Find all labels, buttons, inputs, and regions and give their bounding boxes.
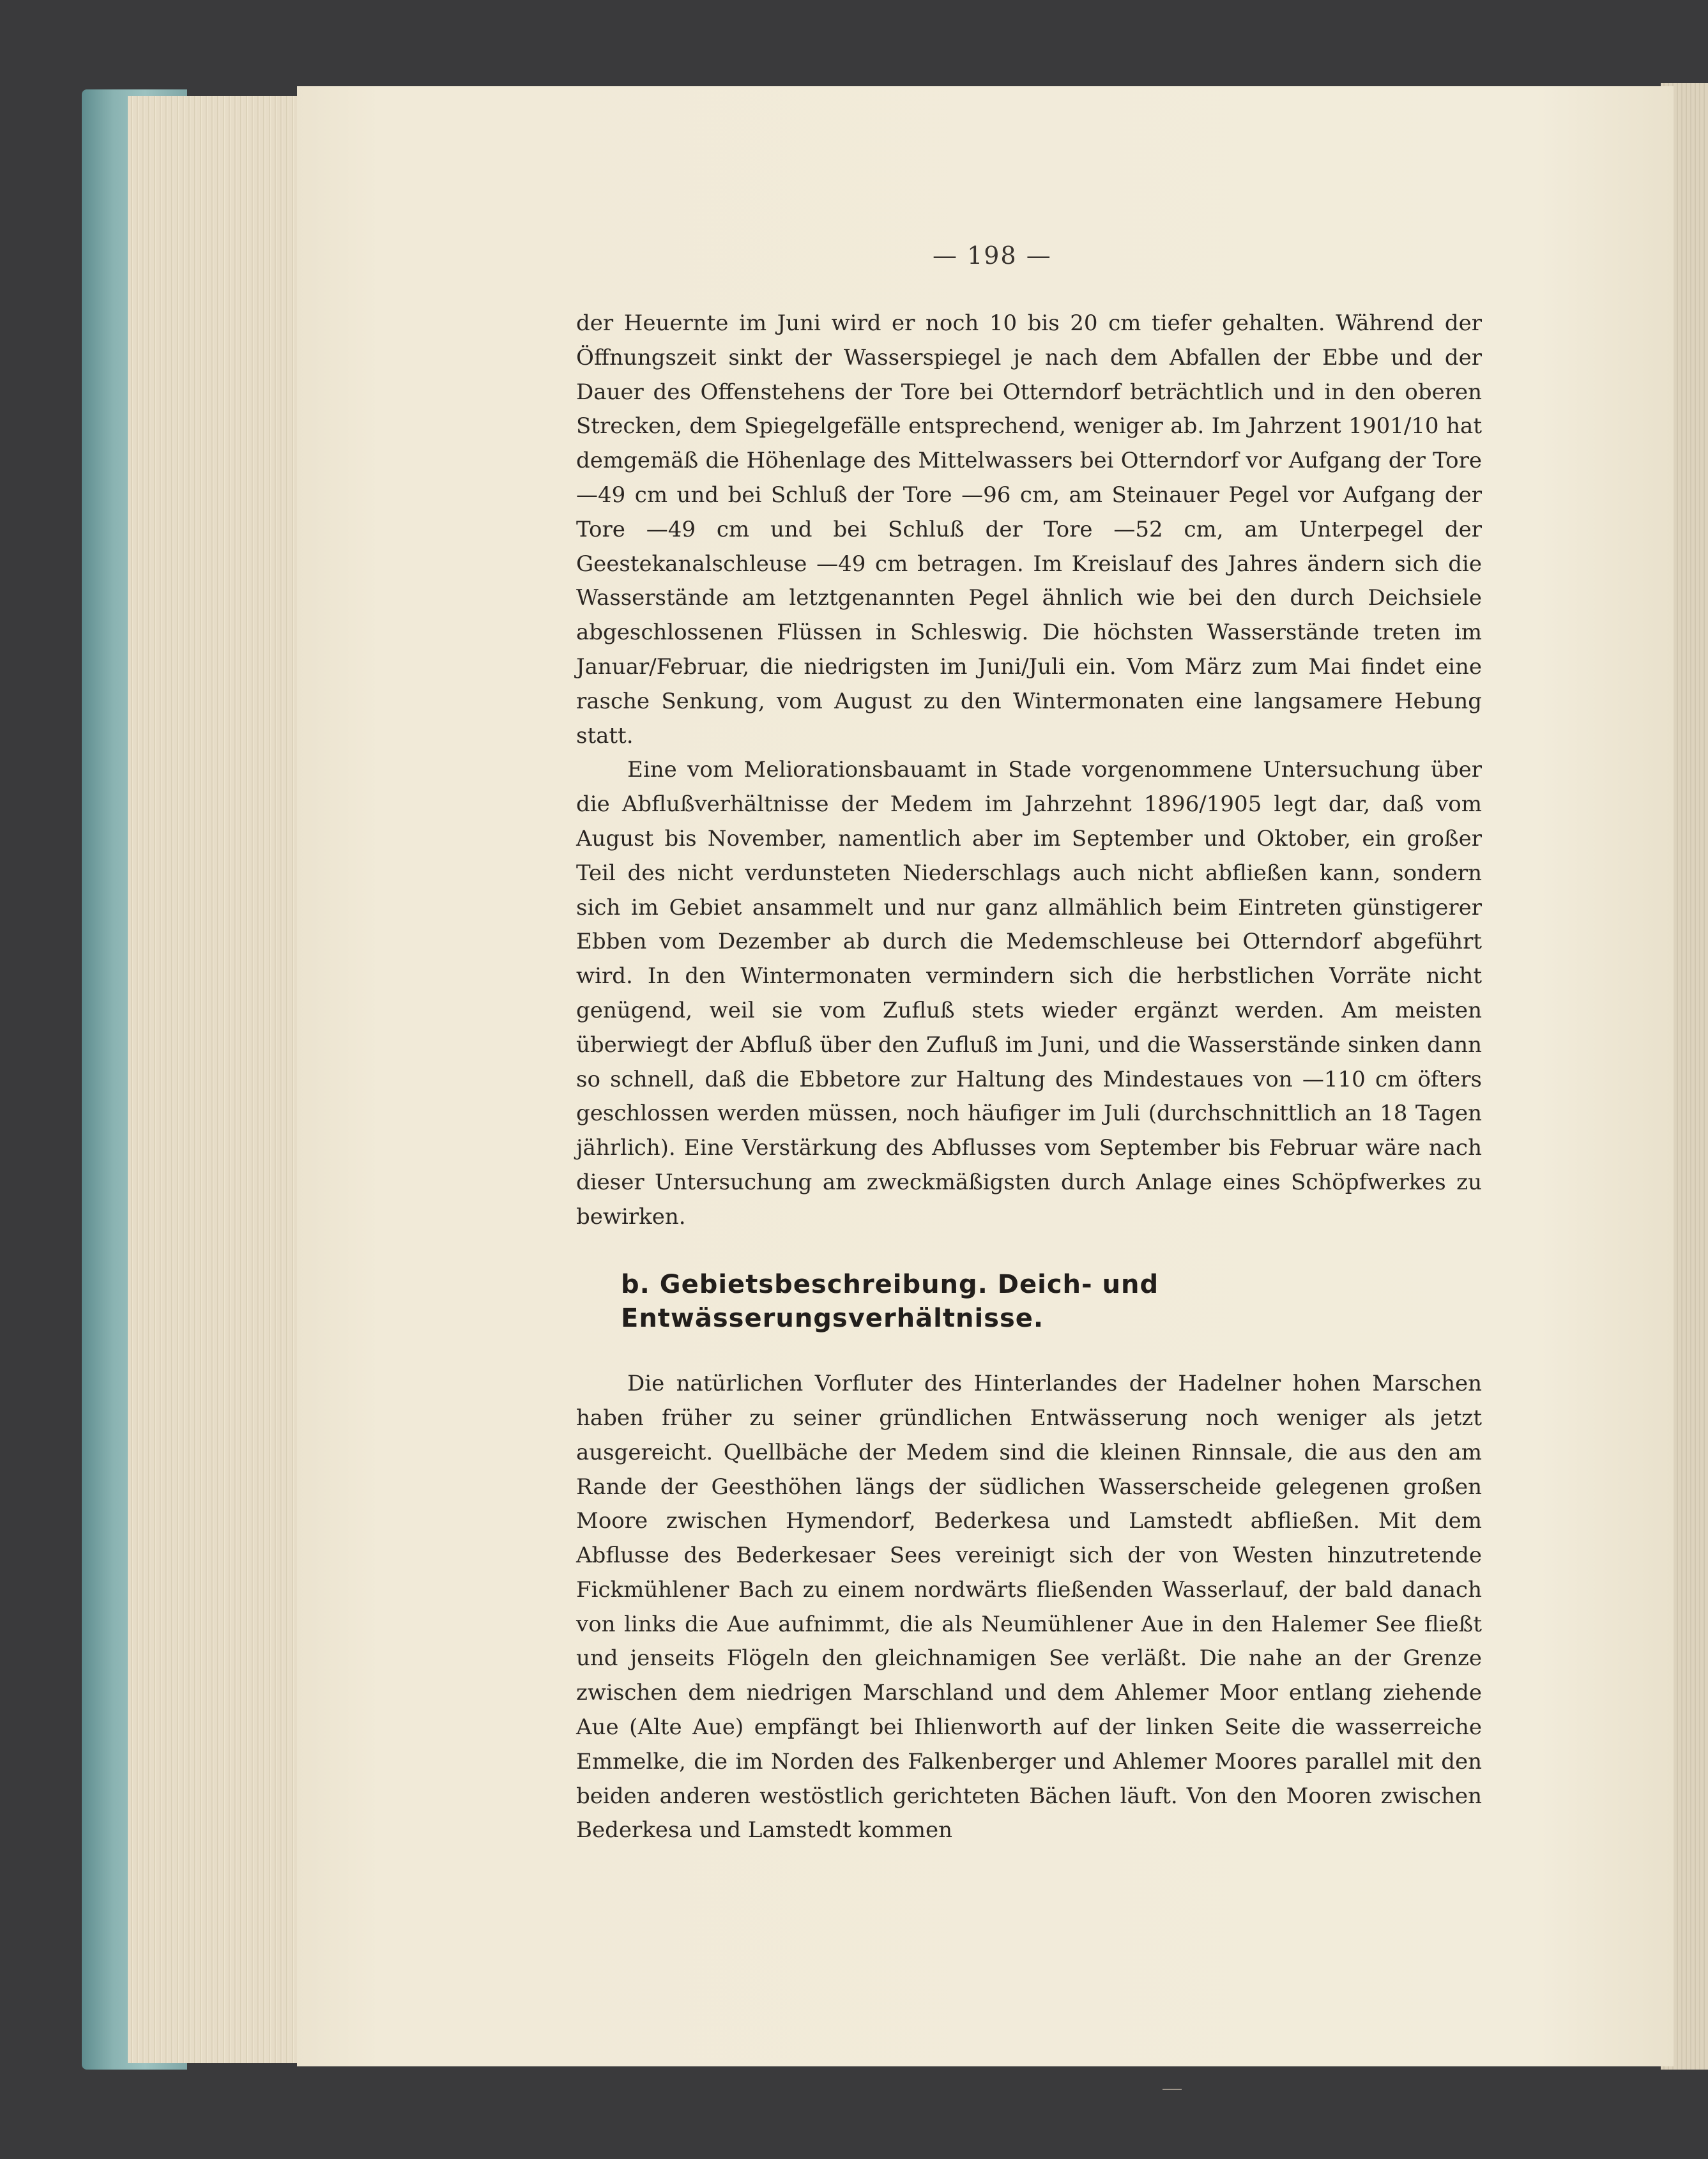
paragraph-medem-study: Eine vom Meliorationsbauamt in Stade vorgenommene Untersuchung über die Abflußverhältnisse der Medem im Jahrzehnt 1896/1905 legt dar, daß vom August bis November, namentlich aber im September und Oktober, ein großer Teil des nicht verdunsteten Niederschlags auch nicht abfließen kann, sondern sich im Gebiet ansammelt und nur ganz allmählich beim Eintreten günstigerer Ebben vom Dezember ab durch die Medemschleuse bei Otterndorf abgeführt wird. In den Wintermonaten vermindern sich die herbstlichen Vorräte nicht genügend, weil sie vom Zufluß stets wieder ergänzt werden. Am meisten überwiegt der Abfluß über den Zufluß im Juni, und die Wasserstände sinken dann so schnell, daß die Ebbetore zur Haltung des Mindestaues von —110 cm öfters geschlossen werden müssen, noch häufiger im Juli (durchschnittlich an 18 Tagen jährlich). Eine Verstärkung des Abflusses vom September bis Februar wäre nach dieser Untersuchung am zweckmäßigsten durch Anlage eines Schöpfwerkes zu bewirken. (576, 757, 1482, 1230)
bottom-rule (1163, 2089, 1182, 2090)
page-body (576, 307, 1482, 1848)
page-number: — 198 — (933, 241, 1052, 270)
page-stack-left (128, 96, 300, 2063)
paragraph-continuation: der Heuernte im Juni wird er noch 10 bis 20 cm tiefer gehalten. Während der Öffnungszeit sinkt der Wasserspiegel je nach dem Abfallen der Ebbe und der Dauer des Offenstehens der Tore bei Otterndorf beträchtlich und in den oberen Strecken, dem Spiegelgefälle entsprechend, weniger ab. Im Jahrzent 1901/10 hat demgemäß die Höhenlage des Mittelwassers bei Otterndorf vor Aufgang der Tore —49 cm und bei Schluß der Tore —96 cm, am Steinauer Pegel vor Aufgang der Tore —49 cm und bei Schluß der Tore —52 cm, am Unterpegel der Geestekanalschleuse —49 cm betragen. Im Kreislauf des Jahres ändern sich die Wasserstände am letztgenannten Pegel ähnlich wie bei den durch Deichsiele abgeschlossenen Flüssen in Schleswig. Die höchsten Wasserstände treten im Januar/Februar, die niedrigsten im Juni/Juli ein. Vom März zum Mai findet eine rasche Senkung, vom August zu den Wintermonaten eine langsamere Hebung statt. (576, 310, 1482, 749)
section-heading: b. Gebietsbeschreibung. Deich- und Entwässerungsverhältnisse. (621, 1269, 1159, 1334)
paragraph-vorfluter: Die natürlichen Vorfluter des Hinterlandes der Hadelner hohen Marschen haben früher zu seiner gründlichen Entwässerung noch weniger als jetzt ausgereicht. Quellbäche der Medem sind die kleinen Rinnsale, die aus den am Rande der Geesthöhen längs der südlichen Wasserscheide gelegenen großen Moore zwischen Hymendorf, Bederkesa und Lamstedt abfließen. Mit dem Abflusse des Bederkesaer Sees vereinigt sich der von Westen hinzutretende Fickmühlener Bach zu einem nordwärts fließenden Wasserlauf, der bald danach von links die Aue aufnimmt, die als Neumühlener Aue in den Halemer See fließt und jenseits Flögeln den gleichnamigen See verläßt. Die nahe an der Grenze zwischen dem niedrigen Marschland und dem Ahlemer Moor entlang ziehende Aue (Alte Aue) empfängt bei Ihlienworth auf der linken Seite die wasserreiche Emmelke, die im Norden des Falkenberger und Ahlemer Moores parallel mit den beiden anderen westöstlich gerichteten Bächen läuft. Von den Mooren zwischen Bederkesa und Lamstedt kommen (576, 1371, 1482, 1843)
